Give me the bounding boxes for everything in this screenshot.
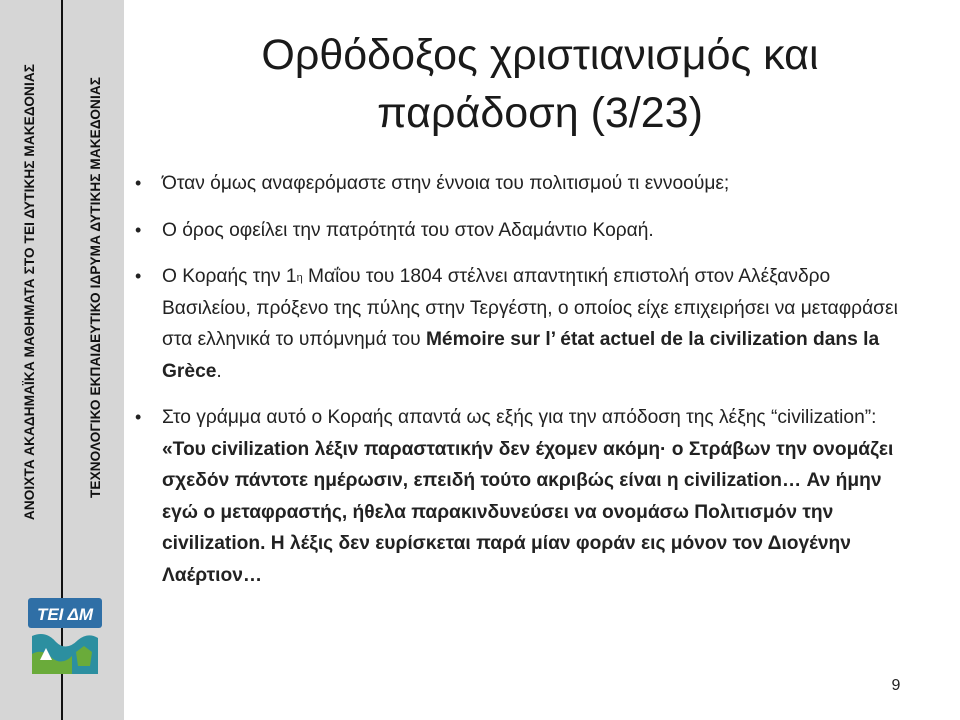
bullet-text: Ο όρος οφείλει την πατρότητά του στον Αδαμάντιο Κοραή. (162, 219, 654, 241)
bullet-dot-icon: • (135, 266, 142, 286)
bullet-item-4 (124, 402, 920, 591)
sidebar-inner-strip (66, 0, 124, 575)
bullet-text: Όταν όμως αναφερόμαστε στην έννοια του πολιτισμού τι εννοούμε; (162, 173, 730, 194)
bullet-item-1 (124, 168, 920, 200)
memoire-title: Mémoire sur l’ état actuel de la civilization dans la Grèce (162, 329, 880, 382)
sidebar-outer-text: ΑΝΟΙΧΤΑ ΑΚΑΔΗΜΑΪΚΑ ΜΑΘΗΜΑΤΑ ΣΤΟ ΤΕΙ ΔΥΤΙΚΗΣ ΜΑΚΕΔΟΝΙΑΣ (21, 64, 37, 521)
slide-content (124, 168, 920, 606)
bullet-dot-icon: • (135, 173, 142, 193)
tei-logo-icon (26, 596, 104, 678)
slide-title-line-2: παράδοση (3/23) (377, 89, 703, 137)
bullet-text-part-2: Μαΐου του 1804 στέλνει απαντητική επιστολή στον Αλέξανδρο Βασιλείου, πρόξενο της πύλης στην Τεργέστη, ο οποίος είχε επιχειρήσει να μεταφράσει στα ελληνικά το υπόμνημά του (162, 266, 898, 350)
sidebar (0, 0, 124, 720)
bullet-dot-icon: • (135, 407, 142, 427)
bullet-item-3 (124, 261, 920, 387)
bullet-list (124, 168, 920, 591)
sidebar-inner-text: ΤΕΧΝΟΛΟΓΙΚΟ ΕΚΠΑΙΔΕΥΤΙΚΟ ΙΔΡΥΜΑ ΔΥΤΙΚΗΣ ΜΑΚΕΔΟΝΙΑΣ (87, 77, 103, 498)
sidebar-outer-strip (0, 0, 58, 585)
slide-title-line-1: Ορθόδοξος χριστιανισμός και (261, 31, 819, 79)
korais-quote: «Του civilization λέξιν παραστατικήν δεν έχομεν ακόμη· ο Στράβων την ονομάζει σχεδόν πάντοτε ημέρωσιν, επειδή τούτο ακριβώς είναι η civilization… Αν ήμην εγώ ο μεταφραστής, ήθελα παρακινδυνεύσει να ονομάσω Πολιτισμόν την civilization. Η λέξις δεν ευρίσκεται παρά μίαν φοράν εις μόνον τον Διογένην Λαέρτιον… (162, 438, 894, 586)
bullet-dot-icon: • (135, 219, 142, 240)
bullet-text-part-1: Ο Κοραής την 1 (162, 266, 297, 287)
page-number: 9 (891, 677, 901, 694)
logo-text: ΤΕΙ ΔΜ (36, 605, 94, 624)
slide-title (140, 26, 940, 142)
bullet-text-part-1: Στο γράμμα αυτό ο Κοραής απαντά ως εξής για την απόδοση της λέξης “civilization”: (162, 407, 877, 428)
bullet-item-2 (124, 215, 920, 247)
bullet-text-part-3: . (216, 360, 222, 382)
ordinal-superscript: η (296, 272, 303, 284)
